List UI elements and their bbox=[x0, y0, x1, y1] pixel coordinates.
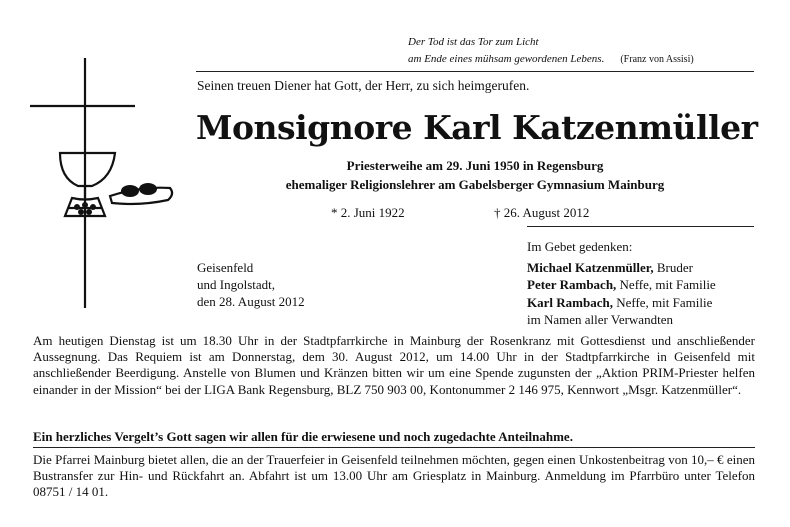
place-line-2: und Ingolstadt, bbox=[197, 277, 275, 292]
mourner-1 bbox=[527, 259, 716, 277]
mourner-3-name: Karl Rambach, bbox=[527, 294, 613, 310]
quote-source: (Franz von Assisi) bbox=[620, 54, 694, 65]
thanks-line: Ein herzliches Vergelt’s Gott sagen wir allen für die erwiesene und noch zugedachte Anteilnahme. bbox=[33, 429, 573, 444]
ordination-line: Priesterweihe am 29. Juni 1950 in Regensburg bbox=[346, 158, 604, 173]
intro-text: Seinen treuen Diener hat Gott, der Herr, zu sich heimgerufen. bbox=[197, 78, 530, 93]
mourner-1-name: Michael Katzenmüller, bbox=[527, 259, 654, 275]
mourners-closing: im Namen aller Verwandten bbox=[527, 312, 673, 327]
position-line: ehemaliger Religionslehrer am Gabelsberger Gymnasium Mainburg bbox=[285, 177, 665, 192]
quote bbox=[408, 34, 694, 68]
quote-line-2-text: am Ende eines mühsam gewordenen Lebens. bbox=[408, 53, 605, 65]
cross-chalice-icon bbox=[30, 58, 180, 308]
bus-transfer-notice: Die Pfarrei Mainburg bietet allen, die an der Trauerfeier in Geisenfeld teilnehmen möchten, gegen einen Unkostenbeitrag von 10,– € einen Bustransfer zur Hin- und Rückfahrt an. Abfahrt ist um 13.00 Uhr am Griesplatz in Mainburg. Anmeldung im Pfarrbüro unter Telefon 08751 / 14 01. bbox=[33, 452, 755, 500]
deceased-name: Monsignore Karl Katzenmüller bbox=[196, 108, 758, 147]
mourner-1-relation: Bruder bbox=[653, 259, 693, 275]
mourners-title: Im Gebet gedenken: bbox=[527, 239, 633, 254]
mourner-2-name: Peter Rambach, bbox=[527, 277, 617, 292]
death-date: † 26. August 2012 bbox=[494, 205, 590, 220]
quote-line-2 bbox=[408, 51, 694, 68]
quote-line-1: Der Tod ist das Tor zum Licht bbox=[408, 36, 539, 48]
mourner-3 bbox=[527, 294, 716, 312]
mourner-2 bbox=[527, 276, 716, 294]
top-rule bbox=[196, 71, 754, 72]
birth-date: * 2. Juni 1922 bbox=[331, 205, 405, 220]
place-date bbox=[197, 259, 305, 310]
place-line-1: Geisenfeld bbox=[197, 260, 254, 275]
place-line-3: den 28. August 2012 bbox=[197, 294, 305, 309]
footer-rule bbox=[33, 447, 755, 448]
service-details: Am heutigen Dienstag ist um 18.30 Uhr in der Stadtpfarrkirche in Mainburg der Rosenkranz mit Gottesdienst und anschließender Aussegnung. Das Requiem ist am Donnerstag, dem 30. August 2012, um 14.00 Uhr in der Stadtpfarrkirche in Geisenfeld mit anschließender Beerdigung. Anstelle von Blumen und Kränzen bitten wir um eine Spende zugunsten der „Aktion PRIM-Priester helfen einander in der Mission“ bei der LIGA Bank Regensburg, BLZ 750 903 00, Kontonummer 2 146 975, Kennwort „Msgr. Katzenmüller“. bbox=[33, 333, 755, 397]
mourner-3-relation: Neffe, mit Familie bbox=[612, 294, 713, 310]
mourners-rule bbox=[527, 226, 754, 227]
mourners bbox=[527, 238, 716, 329]
mourner-2-relation: Neffe, mit Familie bbox=[616, 277, 716, 292]
